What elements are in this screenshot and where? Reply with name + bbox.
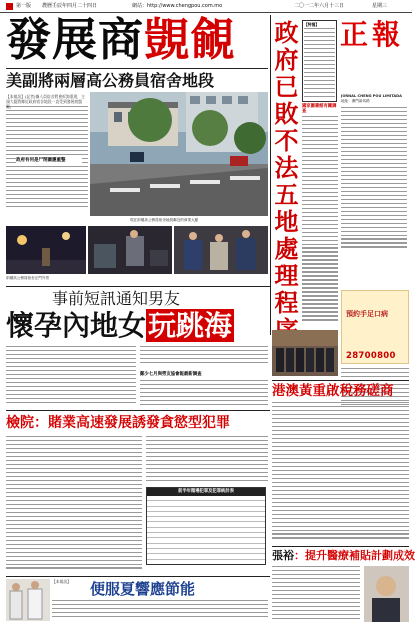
story2-subhead: 鄭少七月與勞友協會報最新調查 [140,372,202,377]
main-story-intro: 【本報訊】(記者)據人員宿舍將會拆卸重建，主頭大廈將鄰近政府宿舍地段一直受到發展商覬覦。 [6,94,88,104]
issue-date: 二〇一二年六月十三日 [294,3,345,9]
story2-body-3 [140,380,268,410]
divider [272,546,409,547]
column-body [302,116,338,326]
lunar-date: 農曆壬辰年四月二十四日 [42,3,98,9]
masthead-info [341,94,409,257]
column-headline[interactable]: 政府已敗不法五地處理程 [274,19,299,317]
story2-lead[interactable]: 事前短訊通知男友 [52,289,181,308]
page-number: 第一版 [16,3,32,9]
main-story-subhead: 政府有何是尸閉圖應重整 [16,158,82,164]
masthead-english: JORNAL CHENG POU LIMITADA [341,94,402,98]
story2-body-2 [140,346,268,366]
story5-headline: 提升醫療補貼計劃成效 [305,549,415,562]
crime-statistics-table [146,487,266,565]
photo-officers [174,226,268,274]
divider [6,576,270,577]
ad-title: 預約手足口病 [346,310,388,318]
photo-row-caption: 兩層高公務員宿舍正門外景 [6,276,50,280]
main-headline-black: 發展商 [6,13,145,66]
story2-headline-black: 懷孕內地女 [6,309,147,342]
masthead-details [341,107,407,257]
story2-headline[interactable] [6,310,268,342]
story3-headline[interactable]: 港澳黃重啟稅務磋商 [272,383,394,399]
advertisement[interactable] [341,290,409,364]
website-link[interactable]: 網站：http://www.chengpou.com.mo [132,3,223,9]
story6-body [52,600,268,622]
photo-portrait [364,566,409,622]
main-subheadline[interactable]: 美副將兩層高公務員宿舍地段 [6,71,215,90]
story4-headline-row[interactable]: 檢院：賭業高速發展誘發貪慾型犯罪 [6,415,230,431]
column-box-body [304,28,335,100]
masthead-title: 正報 [339,18,404,51]
masthead-logo[interactable] [337,18,407,92]
divider [6,286,270,287]
ad-phone: 28700800 [346,351,396,361]
story2-body [6,346,136,406]
newspaper-logo-icon [6,3,13,10]
photo-rescue-scene [88,226,172,274]
divider [6,410,270,411]
story5-label: 張裕 [272,549,294,562]
story3-body [272,402,409,542]
story2-headline-red: 玩跳海 [148,309,233,342]
page-header-bar [0,0,412,13]
column-box [302,20,337,102]
story4-label: 檢院 [6,415,34,431]
main-headline-red: 覬覦 [144,13,237,66]
masthead-address: 地址：澳門新馬路 [341,99,370,103]
story6-tag: 【本報訊】 [52,579,71,584]
main-story-body [6,94,88,212]
divider [272,380,409,381]
story6-headline[interactable]: 便服夏響應節能 [90,580,196,598]
photo-office-workers [6,579,50,621]
photo-night-street [6,226,86,274]
column-box-title: 【特寫】 [304,22,320,27]
divider [270,15,271,335]
column-subhead: 國家圖書館有關調查 [302,104,337,115]
story5-headline-row[interactable]: 張裕：提升醫療補貼計劃成效 [272,549,415,562]
story4-headline: 賭業高速發展誘發貪慾型犯罪 [48,415,230,431]
table-row [147,554,265,559]
story5-body [272,566,360,622]
main-headline[interactable] [6,15,268,65]
weekday: 星期三 [372,3,388,9]
photo-group-meeting [272,330,338,376]
divider [6,68,268,69]
main-photo-caption: 現在兩層高公務員宿舍地段鄰近的商業大廈 [130,218,199,222]
story4-body-2 [146,436,268,484]
story4-body [6,436,142,572]
table-title: 前半年賭場犯罪及犯罪統計表 [147,488,265,496]
main-photo [90,92,268,216]
